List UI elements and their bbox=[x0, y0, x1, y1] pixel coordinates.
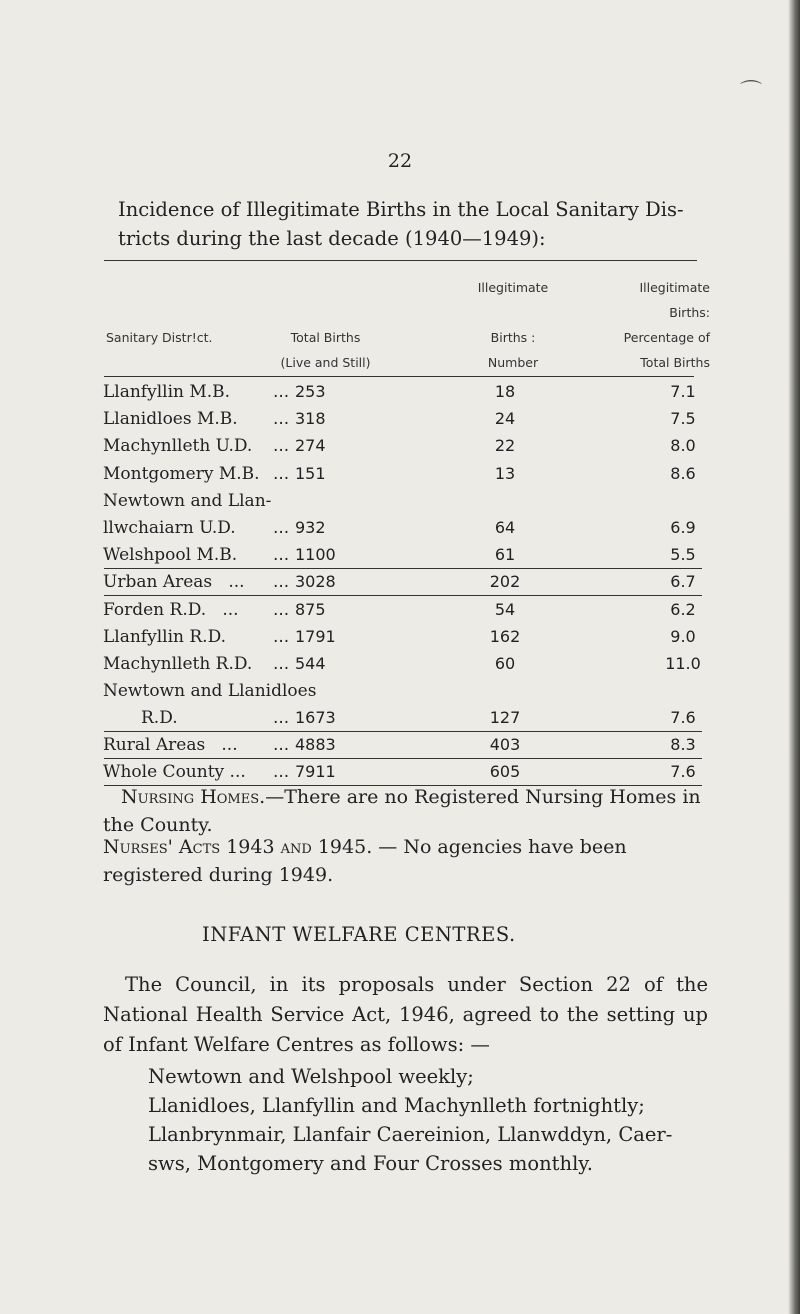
row-number: 13 bbox=[494, 464, 516, 483]
row-number: 24 bbox=[494, 409, 516, 428]
table-row bbox=[103, 541, 703, 569]
table-row bbox=[103, 623, 703, 651]
section-heading: INFANT WELFARE CENTRES. bbox=[202, 923, 516, 946]
row-total: 318 bbox=[295, 409, 326, 428]
row-pct: 9.0 bbox=[670, 627, 696, 646]
row-name: Urban Areas ... bbox=[103, 572, 245, 592]
row-pct: 5.5 bbox=[670, 545, 696, 564]
header-total-line1: Total Births bbox=[290, 330, 361, 345]
table-row-total bbox=[103, 758, 703, 786]
header-bottom-rule bbox=[104, 376, 694, 377]
row-name: Llanfyllin R.D. bbox=[103, 627, 227, 647]
row-name: R.D. bbox=[141, 708, 178, 728]
page-number: 22 bbox=[387, 150, 413, 172]
row-number: 605 bbox=[489, 762, 521, 781]
row-number: 18 bbox=[494, 382, 516, 401]
list-item: Llanbrynmair, Llanfair Caereinion, Llanwddyn, Caer- bbox=[148, 1123, 673, 1146]
row-dots: ... bbox=[273, 762, 290, 782]
row-total: 544 bbox=[295, 654, 326, 673]
row-total: 274 bbox=[295, 436, 326, 455]
row-name: Whole County ... bbox=[103, 762, 246, 782]
row-number: 162 bbox=[489, 627, 521, 646]
nurses-acts-paragraph bbox=[103, 833, 708, 889]
header-number-line3: Number bbox=[487, 355, 539, 370]
header-number-line2: Births : bbox=[490, 330, 536, 345]
row-dots: ... bbox=[273, 600, 290, 620]
row-name: Llanfyllin M.B. bbox=[103, 382, 231, 402]
row-pct: 7.1 bbox=[670, 382, 696, 401]
row-total: 4883 bbox=[295, 735, 336, 754]
row-number: 60 bbox=[494, 654, 516, 673]
table-row bbox=[103, 378, 703, 406]
title-line-2: tricts during the last decade (1940—1949): bbox=[118, 227, 546, 250]
table-row bbox=[103, 487, 703, 515]
row-total: 1673 bbox=[295, 708, 336, 727]
row-dots: ... bbox=[273, 409, 290, 429]
table-row bbox=[103, 650, 703, 678]
row-total: 1100 bbox=[295, 545, 336, 564]
table-row bbox=[103, 460, 703, 488]
row-pct: 11.0 bbox=[665, 654, 701, 673]
row-name: Newtown and Llan- bbox=[103, 491, 272, 511]
row-dots: ... bbox=[273, 518, 290, 538]
row-dots: ... bbox=[273, 545, 290, 565]
row-total: 253 bbox=[295, 382, 326, 401]
page-edge-shadow bbox=[788, 0, 800, 1314]
row-pct: 6.2 bbox=[670, 600, 696, 619]
row-dots: ... bbox=[273, 627, 290, 647]
header-district: Sanitary Distr!ct. bbox=[106, 330, 213, 345]
list-item: Llanidloes, Llanfyllin and Machynlleth fortnightly; bbox=[148, 1094, 645, 1117]
list-item: sws, Montgomery and Four Crosses monthly. bbox=[148, 1152, 593, 1175]
table-row-subtotal bbox=[103, 731, 703, 759]
table-row bbox=[103, 596, 703, 624]
header-pct-line4: Total Births bbox=[640, 355, 710, 370]
nurses-acts-heading: Nurses' Acts 1943 and 1945. bbox=[103, 836, 373, 858]
row-name: Forden R.D. ... bbox=[103, 600, 239, 620]
nurses-acts-text: — No agencies have been registered during 1949. bbox=[103, 836, 627, 886]
nursing-homes-paragraph bbox=[103, 783, 708, 839]
row-pct: 7.6 bbox=[670, 708, 696, 727]
row-number: 64 bbox=[494, 518, 516, 537]
centres-list bbox=[148, 1062, 713, 1178]
row-total: 932 bbox=[295, 518, 326, 537]
row-total: 3028 bbox=[295, 572, 336, 591]
table-row bbox=[103, 432, 703, 460]
row-dots: ... bbox=[273, 382, 290, 402]
header-pct-line1: Illegitimate bbox=[639, 280, 710, 295]
header-pct-line2: Births: bbox=[669, 305, 710, 320]
row-pct: 7.6 bbox=[670, 762, 696, 781]
row-name: Montgomery M.B. bbox=[103, 464, 260, 484]
row-number: 202 bbox=[489, 572, 521, 591]
section-body: The Council, in its proposals under Section 22 of the National Health Service Act, 1946, agreed to the setting up of Infant Welfare Centres as follows: — bbox=[103, 973, 708, 1056]
row-number: 403 bbox=[489, 735, 521, 754]
title-line-1: Incidence of Illegitimate Births in the Local Sanitary Dis- bbox=[118, 198, 684, 221]
row-dots: ... bbox=[273, 654, 290, 674]
row-total: 1791 bbox=[295, 627, 336, 646]
row-name: Llanidloes M.B. bbox=[103, 409, 238, 429]
table-row bbox=[103, 677, 703, 705]
row-pct: 6.9 bbox=[670, 518, 696, 537]
row-name: Machynlleth U.D. bbox=[103, 436, 253, 456]
nursing-homes-text: —There are no Registered Nursing Homes in the County. bbox=[103, 786, 701, 836]
table-row-subtotal bbox=[103, 568, 703, 596]
row-number: 54 bbox=[494, 600, 516, 619]
row-total: 875 bbox=[295, 600, 326, 619]
header-number-line1: Illegitimate bbox=[477, 280, 549, 295]
header-total bbox=[263, 325, 388, 375]
header-total-line2: (Live and Still) bbox=[280, 355, 371, 370]
header-percentage bbox=[590, 275, 710, 375]
row-pct: 8.3 bbox=[670, 735, 696, 754]
row-name: Machynlleth R.D. bbox=[103, 654, 253, 674]
row-dots: ... bbox=[273, 464, 290, 484]
row-name: Welshpool M.B. bbox=[103, 545, 238, 565]
row-name: Rural Areas ... bbox=[103, 735, 238, 755]
corner-mark-icon: ⌒ bbox=[740, 80, 763, 105]
table-row bbox=[103, 405, 703, 433]
table-row bbox=[103, 704, 703, 732]
row-dots: ... bbox=[273, 735, 290, 755]
nursing-homes-heading: Nursing Homes. bbox=[121, 786, 266, 808]
page-title bbox=[118, 195, 718, 253]
row-name: Newtown and Llanidloes bbox=[103, 681, 317, 701]
row-pct: 8.6 bbox=[670, 464, 696, 483]
row-pct: 7.5 bbox=[670, 409, 696, 428]
row-name: llwchaiarn U.D. bbox=[103, 518, 236, 538]
row-total: 151 bbox=[295, 464, 326, 483]
row-dots: ... bbox=[273, 572, 290, 592]
header-pct-line3: Percentage of bbox=[623, 330, 710, 345]
row-pct: 6.7 bbox=[670, 572, 696, 591]
row-number: 127 bbox=[489, 708, 521, 727]
row-number: 61 bbox=[494, 545, 516, 564]
row-dots: ... bbox=[273, 436, 290, 456]
row-dots: ... bbox=[273, 708, 290, 728]
row-total: 7911 bbox=[295, 762, 336, 781]
list-item: Newtown and Welshpool weekly; bbox=[148, 1065, 474, 1088]
header-number bbox=[458, 275, 568, 375]
row-pct: 8.0 bbox=[670, 436, 696, 455]
table-row bbox=[103, 514, 703, 542]
table-top-rule bbox=[104, 260, 697, 261]
row-number: 22 bbox=[494, 436, 516, 455]
